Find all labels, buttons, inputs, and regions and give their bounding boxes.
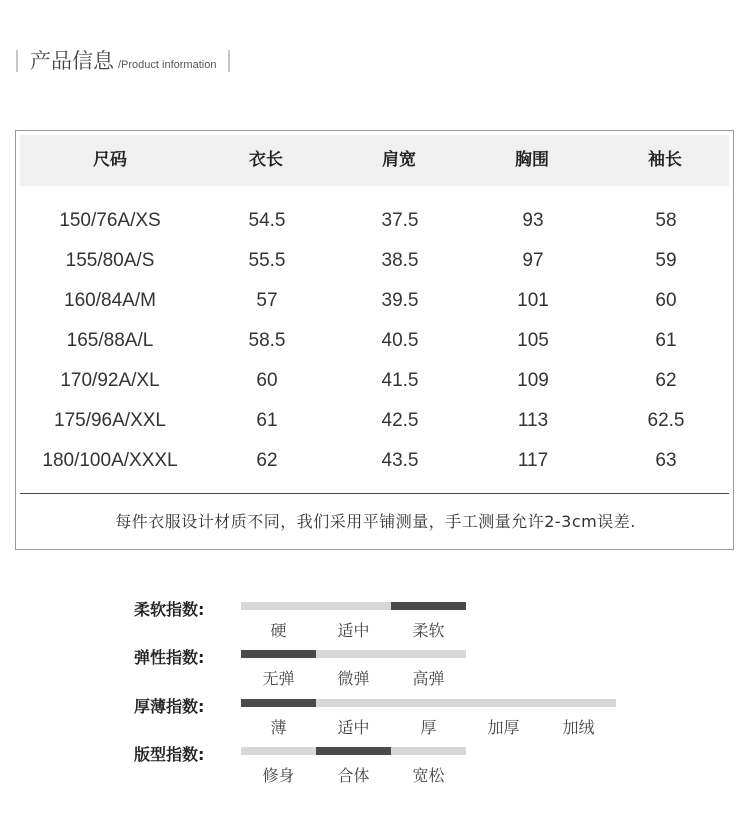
table-cell: 58.5: [248, 330, 286, 351]
index-option-label: 适中: [337, 621, 370, 640]
table-cell: 101: [517, 290, 549, 311]
index-option-label: 薄: [270, 718, 287, 737]
table-header-row: [20, 135, 729, 186]
table-cell: 170/92A/XL: [60, 370, 160, 391]
index-segment: [466, 699, 541, 707]
index-option-label: 高弹: [412, 669, 445, 688]
column-header-shoulder: 肩宽: [382, 150, 416, 170]
index-segment: [316, 602, 391, 610]
table-cell: 57: [256, 290, 278, 311]
index-option-label: 加绒: [562, 718, 595, 737]
table-divider: [20, 493, 729, 494]
table-cell: 39.5: [381, 290, 419, 311]
table-cell: 62.5: [647, 410, 685, 431]
column-header-size: 尺码: [93, 150, 127, 170]
table-cell: 42.5: [381, 410, 419, 431]
table-cell: 160/84A/M: [64, 290, 156, 311]
table-cell: 40.5: [381, 330, 419, 351]
index-option-label: 宽松: [412, 766, 445, 785]
table-cell: 61: [256, 410, 278, 431]
index-option-label: 硬: [270, 621, 287, 640]
index-label: 版型指数:: [134, 745, 205, 764]
index-option-label: 修身: [262, 766, 295, 785]
table-cell: 105: [517, 330, 549, 351]
index-segment: [241, 699, 316, 707]
column-header-chest: 胸围: [515, 150, 549, 170]
index-label: 柔软指数:: [134, 600, 205, 619]
header-right-divider: [228, 50, 230, 72]
size-table-box: [15, 130, 734, 550]
table-cell: 93: [522, 210, 544, 231]
index-segment: [541, 699, 616, 707]
index-option-label: 厚: [420, 718, 437, 737]
table-cell: 37.5: [381, 210, 419, 231]
index-label: 弹性指数:: [134, 648, 205, 667]
index-segment: [241, 747, 316, 755]
table-cell: 41.5: [381, 370, 419, 391]
index-option-label: 加厚: [487, 718, 520, 737]
table-cell: 38.5: [381, 250, 419, 271]
column-header-sleeve: 袖长: [648, 150, 682, 170]
table-cell: 43.5: [381, 450, 419, 471]
table-cell: 117: [517, 450, 549, 471]
index-segment: [316, 747, 391, 755]
index-segment: [316, 650, 391, 658]
index-option-label: 合体: [337, 766, 370, 785]
index-segment: [391, 747, 466, 755]
table-cell: 63: [655, 450, 677, 471]
table-cell: 55.5: [248, 250, 286, 271]
table-cell: 175/96A/XXL: [54, 410, 166, 431]
index-option-label: 微弹: [337, 669, 370, 688]
index-segment: [241, 602, 316, 610]
index-segment: [241, 650, 316, 658]
index-option-label: 无弹: [262, 669, 295, 688]
measurement-note: 每件衣服设计材质不同，我们采用平铺测量，手工测量允许2-3cm误差.: [115, 512, 636, 531]
table-cell: 54.5: [248, 210, 286, 231]
index-segment: [391, 602, 466, 610]
column-header-length: 衣长: [249, 150, 283, 170]
table-cell: 113: [517, 410, 549, 431]
table-cell: 155/80A/S: [65, 250, 155, 271]
index-option-label: 适中: [337, 718, 370, 737]
index-label: 厚薄指数:: [134, 697, 205, 716]
table-cell: 60: [655, 290, 677, 311]
table-cell: 62: [256, 450, 278, 471]
section-title: 产品信息: [30, 49, 114, 73]
index-segment: [391, 699, 466, 707]
section-subtitle: /Product information: [118, 59, 217, 71]
index-segment: [316, 699, 391, 707]
table-cell: 180/100A/XXXL: [42, 450, 178, 471]
table-cell: 97: [522, 250, 544, 271]
index-option-label: 柔软: [412, 621, 445, 640]
table-cell: 60: [256, 370, 278, 391]
table-cell: 58: [655, 210, 677, 231]
table-cell: 165/88A/L: [66, 330, 154, 351]
table-cell: 59: [655, 250, 677, 271]
table-cell: 62: [655, 370, 677, 391]
index-segment: [391, 650, 466, 658]
table-cell: 150/76A/XS: [59, 210, 161, 231]
table-cell: 61: [655, 330, 677, 351]
table-cell: 109: [517, 370, 549, 391]
section-header: [16, 50, 230, 72]
header-left-divider: [16, 50, 18, 72]
